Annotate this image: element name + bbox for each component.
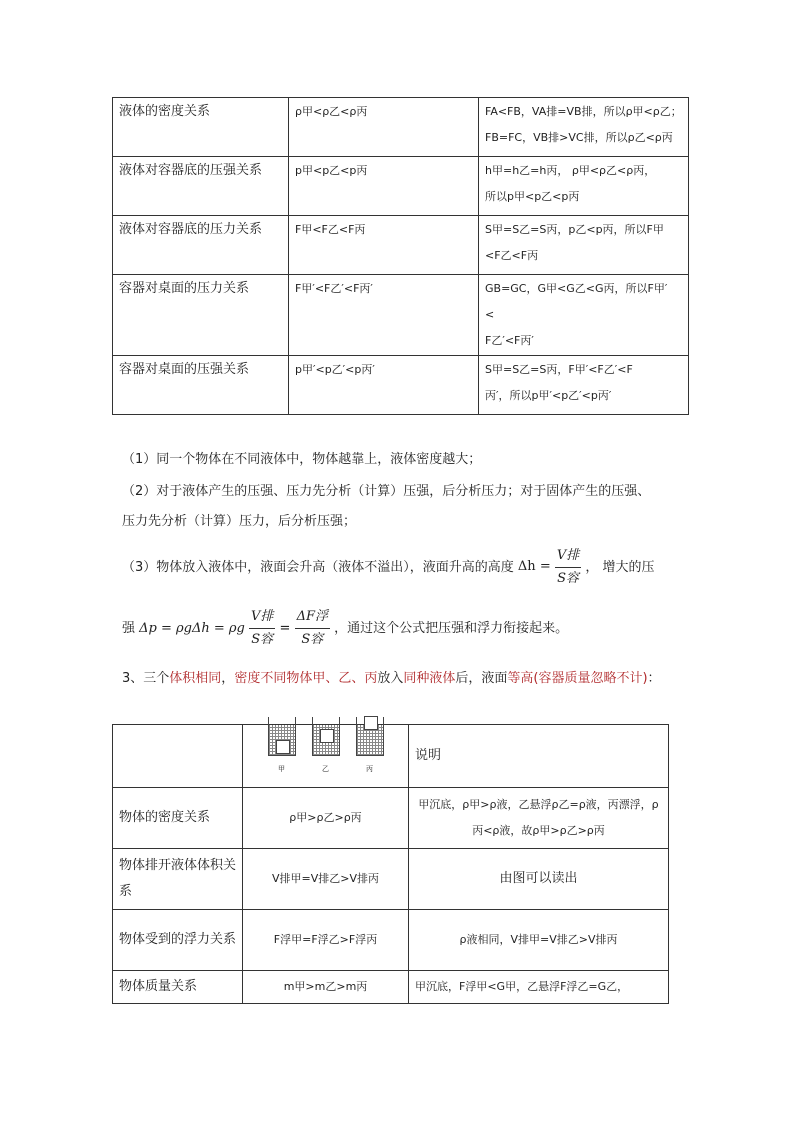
fraction-df-over-s xyxy=(295,606,330,651)
table-header-row xyxy=(113,725,669,788)
reason-cell xyxy=(479,157,689,216)
property-cell: 物体质量关系 xyxy=(113,971,243,1004)
fraction-v-over-s xyxy=(249,606,275,651)
beaker-icon xyxy=(268,717,296,756)
note-cell: 由图可以读出 xyxy=(409,849,669,910)
note-2b: 压力先分析（计算）压力，后分析压强； xyxy=(122,514,357,529)
empty-header-cell xyxy=(113,725,243,788)
beaker-yi xyxy=(312,717,340,782)
property-cell: 液体对容器底的压力关系 xyxy=(113,216,289,275)
table-row xyxy=(113,971,669,1004)
beaker-icon xyxy=(356,717,384,756)
delta-h-formula xyxy=(518,556,551,579)
delta-p-label: Δp = ρgΔh = ρg xyxy=(139,620,245,636)
denominator: S容 xyxy=(301,632,324,647)
table-row xyxy=(113,910,669,971)
beaker-label: 甲 xyxy=(278,765,285,773)
heading-highlight: 密度不同物体甲、乙、丙 xyxy=(234,671,378,686)
property-cell: 物体的密度关系 xyxy=(113,788,243,849)
reason-line: h甲=h乙=h丙， ρ甲<ρ乙<ρ丙， xyxy=(485,164,656,177)
note-cell: ρ液相同，V排甲=V排乙>V排丙 xyxy=(409,910,669,971)
table-row xyxy=(113,849,669,910)
relation-cell: p甲<p乙<p丙 xyxy=(289,157,479,216)
denominator: S容 xyxy=(251,632,274,647)
heading-highlight: 计) xyxy=(629,671,648,686)
beaker-bing xyxy=(356,717,384,782)
reason-line: GB=GC，G甲<G乙<G丙，所以F甲′ xyxy=(485,282,668,295)
table-row xyxy=(113,275,689,356)
numerator: V排 xyxy=(555,545,581,568)
heading-text: 放入 xyxy=(377,671,404,686)
note-2a: （2）对于液体产生的压强、压力先分析（计算）压强，后分析压力；对于固体产生的压强、 xyxy=(122,484,651,499)
heading-text: 后，液面 xyxy=(455,671,508,686)
reason-line: < xyxy=(485,308,495,321)
note-3 xyxy=(122,545,692,590)
reason-cell xyxy=(479,356,689,415)
header-note-cell: 说明 xyxy=(409,725,669,788)
note-4 xyxy=(122,606,692,651)
numerator: V排 xyxy=(249,606,275,629)
reason-line: <F乙<F丙 xyxy=(485,249,539,262)
relation-cell: F甲′<F乙′<F丙′ xyxy=(289,275,479,356)
note-4-head: 强 xyxy=(122,621,136,636)
comparison-table-objects xyxy=(112,724,669,1004)
relation-cell: F浮甲=F浮乙>F浮丙 xyxy=(243,910,409,971)
note-cell: 甲沉底，F浮甲<G甲，乙悬浮F浮乙=G乙， xyxy=(409,971,669,1004)
heading-highlight: (容器质量忽略不 xyxy=(533,671,630,686)
property-cell: 液体的密度关系 xyxy=(113,98,289,157)
beaker-figure-cell xyxy=(243,725,409,788)
delta-h-label: Δh = xyxy=(517,559,551,575)
table-row xyxy=(113,356,689,415)
reason-line: S甲=S乙=S丙，F甲′<F乙′<F xyxy=(485,363,633,376)
note-cell: 甲沉底，ρ甲>ρ液，乙悬浮ρ乙=ρ液，丙漂浮，ρ丙<ρ液，故ρ甲>ρ乙>ρ丙 xyxy=(409,788,669,849)
reason-line: F乙′<F丙′ xyxy=(485,334,534,347)
section-3-heading xyxy=(122,666,687,692)
table-row xyxy=(113,157,689,216)
beaker-jia xyxy=(268,717,296,782)
beaker-icon xyxy=(312,717,340,756)
relation-cell: p甲′<p乙′<p丙′ xyxy=(289,356,479,415)
beaker-label: 丙 xyxy=(366,765,373,773)
reason-line: FB=FC，VB排>VC排，所以ρ乙<ρ丙 xyxy=(485,131,673,144)
reason-line: FA<FB，VA排=VB排，所以ρ甲<ρ乙； xyxy=(485,105,682,118)
heading-highlight: 体积相同 xyxy=(169,671,222,686)
note-4-tail: ，通过这个公式把压强和浮力衔接起来。 xyxy=(334,621,569,636)
heading-highlight: 等高 xyxy=(507,671,534,686)
property-cell: 物体受到的浮力关系 xyxy=(113,910,243,971)
reason-line: S甲=S乙=S丙，p乙<p丙，所以F甲 xyxy=(485,223,664,236)
comparison-table-liquids xyxy=(112,97,689,415)
beaker-label: 乙 xyxy=(322,765,329,773)
relation-cell: ρ甲>ρ乙>ρ丙 xyxy=(243,788,409,849)
reason-cell xyxy=(479,275,689,356)
heading-text: ： xyxy=(647,671,661,686)
heading-highlight: 同种液体 xyxy=(403,671,456,686)
property-cell: 容器对桌面的压力关系 xyxy=(113,275,289,356)
heading-text: 3、三个 xyxy=(122,671,170,686)
property-cell: 容器对桌面的压强关系 xyxy=(113,356,289,415)
delta-p-formula xyxy=(139,618,245,640)
reason-cell xyxy=(479,216,689,275)
denominator: S容 xyxy=(557,571,579,586)
reason-cell xyxy=(479,98,689,157)
relation-cell: m甲>m乙>m丙 xyxy=(243,971,409,1004)
table-row xyxy=(113,216,689,275)
numerator: ΔF浮 xyxy=(295,606,330,629)
heading-text: ， xyxy=(221,671,235,686)
property-cell: 物体排开液体体积关系 xyxy=(113,849,243,910)
relation-cell: F甲<F乙<F丙 xyxy=(289,216,479,275)
relation-cell: ρ甲<ρ乙<ρ丙 xyxy=(289,98,479,157)
note-1: （1）同一个物体在不同液体中，物体越靠上，液体密度越大； xyxy=(122,452,482,467)
note-3-tail: ， 增大的压 xyxy=(585,560,655,575)
note-3-text: （3）物体放入液体中，液面会升高（液体不溢出），液面升高的高度 xyxy=(122,560,514,575)
property-cell: 液体对容器底的压强关系 xyxy=(113,157,289,216)
relation-cell: V排甲=V排乙>V排丙 xyxy=(243,849,409,910)
reason-line: 丙′，所以p甲′<p乙′<p丙′ xyxy=(485,389,612,402)
fraction-v-over-s xyxy=(555,545,581,590)
reason-line: 所以p甲<p乙<p丙 xyxy=(485,190,580,203)
equals-sign: = xyxy=(279,621,291,636)
table-row xyxy=(113,788,669,849)
table-row xyxy=(113,98,689,157)
beaker-figure xyxy=(249,730,402,782)
